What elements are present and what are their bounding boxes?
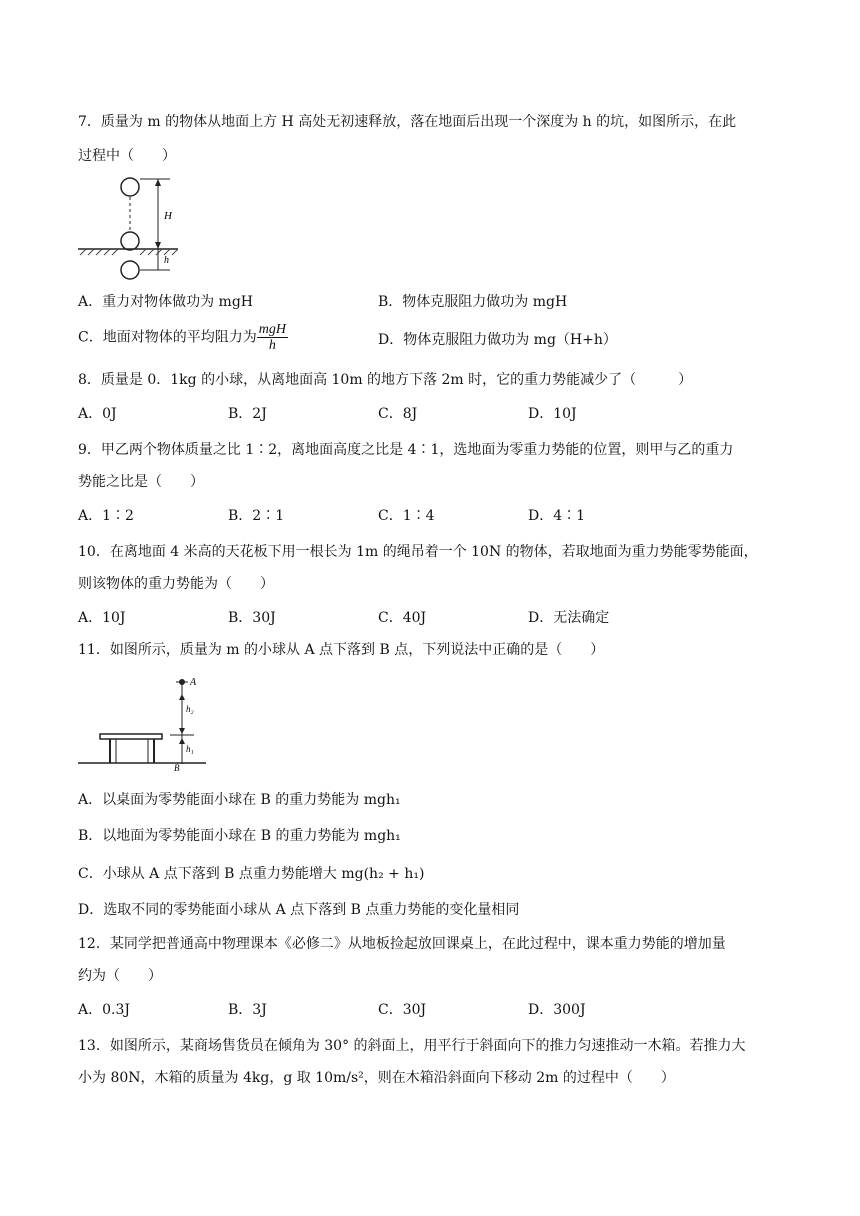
q7-stem-line2: 过程中（ ）	[78, 148, 176, 164]
desk-top-icon	[100, 734, 162, 739]
q8-option-c[interactable]: C．8J	[378, 406, 418, 422]
q13-stem-line1: 13．如图所示，某商场售货员在倾角为 30° 的斜面上，用平行于斜面向下的推力匀速推动一木箱。若推力大	[78, 1038, 746, 1054]
q10-option-b[interactable]: B．30J	[228, 610, 276, 626]
fig-label-B: B	[174, 763, 180, 772]
q9-stem-line1: 9．甲乙两个物体质量之比 1∶2，离地面高度之比是 4∶1，选地面为零重力势能的位置，则甲与乙的重力	[78, 442, 734, 458]
q9-option-c[interactable]: C．1∶4	[378, 508, 435, 524]
q9-option-a[interactable]: A．1∶2	[78, 508, 134, 524]
q11-stem-line1: 11．如图所示，质量为 m 的小球从 A 点下落到 B 点，下列说法中正确的是（ ）	[78, 642, 605, 658]
q7-stem-line1: 7．质量为 m 的物体从地面上方 H 高处无初速释放，落在地面后出现一个深度为 h 的坑，如图所示，在此	[78, 114, 737, 130]
ball-ground-icon	[121, 232, 139, 250]
q11-option-a[interactable]: A．以桌面为零势能面小球在 B 的重力势能为 mgh₁	[78, 792, 401, 808]
ball-pit-icon	[121, 261, 139, 279]
q8-option-a[interactable]: A．0J	[78, 406, 117, 422]
q12-option-a[interactable]: A．0.3J	[78, 1002, 130, 1018]
q8-stem-line1: 8．质量是 0．1kg 的小球，从离地面高 10m 的地方下落 2m 时，它的重力势能减少了（ ）	[78, 372, 693, 388]
q11-option-d[interactable]: D．选取不同的零势能面小球从 A 点下落到 B 点重力势能的变化量相同	[78, 902, 520, 918]
q12-stem-line2: 约为（ ）	[78, 968, 162, 984]
q10-option-a[interactable]: A．10J	[78, 610, 126, 626]
q7-falling-ball-figure	[78, 175, 188, 285]
q11-table-ball-figure	[78, 672, 212, 772]
q13-stem-line2: 小为 80N，木箱的质量为 4kg，g 取 10m/s²，则在木箱沿斜面向下移动 2m 的过程中（ ）	[78, 1070, 675, 1086]
q12-option-d[interactable]: D．300J	[528, 1002, 586, 1018]
q12-stem-line1: 12．某同学把普通高中物理课本《必修二》从地板捡起放回课桌上，在此过程中，课本重力势能的增加量	[78, 936, 726, 952]
fig-label-h: h	[164, 255, 169, 266]
fig-label-A: A	[190, 677, 197, 688]
q8-option-d[interactable]: D．10J	[528, 406, 577, 422]
q10-option-c[interactable]: C．40J	[378, 610, 427, 626]
q12-option-c[interactable]: C．30J	[378, 1002, 427, 1018]
q9-option-d[interactable]: D．4∶1	[528, 508, 586, 524]
q7-option-c[interactable]	[78, 322, 288, 353]
fig-label-H: H	[164, 210, 172, 222]
q12-option-b[interactable]: B．3J	[228, 1002, 267, 1018]
q7-option-c-text: C．地面对物体的平均阻力为	[78, 329, 257, 346]
q8-option-b[interactable]: B．2J	[228, 406, 267, 422]
q10-stem-line1: 10．在离地面 4 米高的天花板下用一根长为 1m 的绳吊着一个 10N 的物体，若取地面为重力势能零势能面，	[78, 544, 758, 560]
fig-label-h1: h₁	[186, 744, 194, 754]
q7-option-d[interactable]: D．物体克服阻力做功为 mg（H+h）	[378, 332, 617, 348]
q10-stem-line2: 则该物体的重力势能为（ ）	[78, 576, 274, 592]
q11-option-c[interactable]: C．小球从 A 点下落到 B 点重力势能增大 mg(h₂ + h₁)	[78, 866, 425, 882]
q7-option-a[interactable]: A．重力对物体做功为 mgH	[78, 294, 254, 310]
q7-option-c-fraction: $\frac{\text{mgH}}{h}$	[258, 322, 286, 353]
q7-option-b[interactable]: B．物体克服阻力做功为 mgH	[378, 294, 568, 310]
q9-stem-line2: 势能之比是（ ）	[78, 474, 204, 490]
q10-option-d[interactable]: D．无法确定	[528, 610, 610, 626]
q9-option-b[interactable]: B．2∶1	[228, 508, 285, 524]
fig-label-h2: h₂	[186, 704, 194, 714]
ball-top-icon	[121, 178, 139, 196]
q11-option-b[interactable]: B．以地面为零势能面小球在 B 的重力势能为 mgh₁	[78, 828, 401, 844]
